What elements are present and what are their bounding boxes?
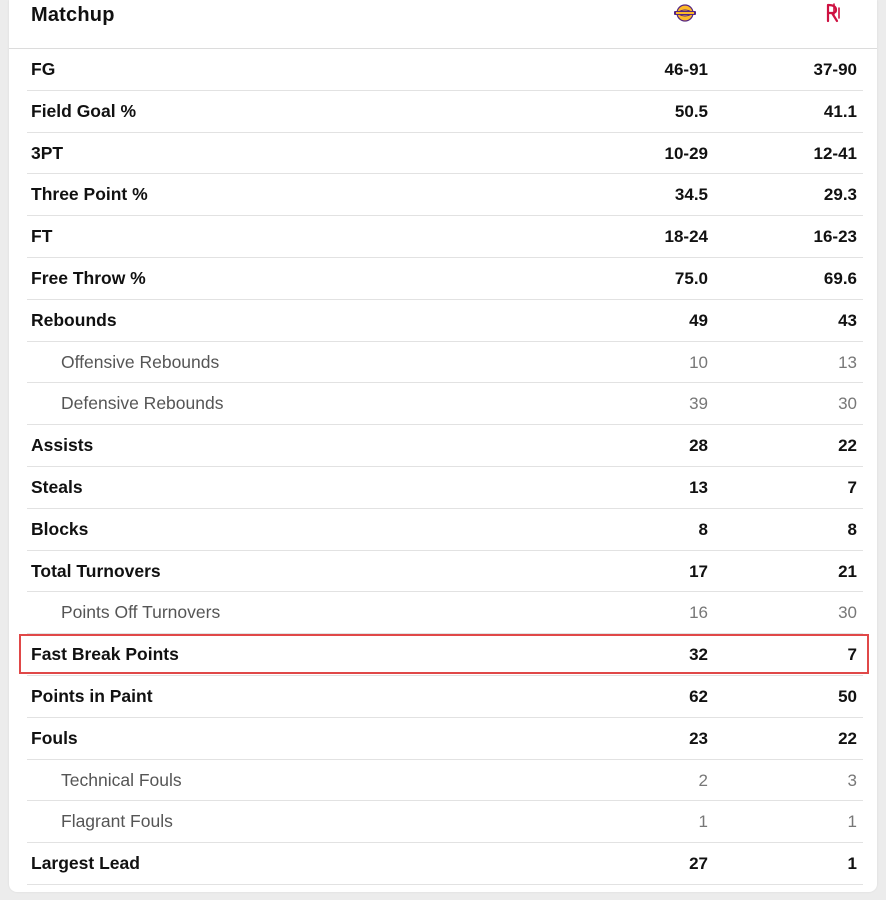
stat-row [27, 467, 863, 509]
stat-label: Field Goal % [31, 100, 137, 121]
stat-label: Steals [31, 476, 83, 497]
away-value: 21 [838, 561, 857, 581]
home-value: 50.5 [674, 101, 708, 121]
home-value: 10 [689, 352, 708, 372]
stat-label: Technical Fouls [61, 769, 182, 790]
home-value: 23 [689, 728, 708, 748]
stat-row [27, 843, 863, 885]
stat-row [27, 425, 863, 467]
home-value: 2 [698, 770, 708, 790]
away-value: 7 [847, 477, 857, 497]
home-value: 1 [698, 812, 708, 832]
away-value: 3 [847, 770, 857, 790]
stat-row [27, 258, 863, 300]
home-value: 75.0 [674, 268, 708, 288]
stat-label: Fouls [31, 727, 78, 748]
stat-label: 3PT [31, 142, 64, 163]
stat-label: Offensive Rebounds [61, 351, 220, 372]
stat-label: Rebounds [31, 309, 117, 330]
stat-row [27, 91, 863, 133]
stat-row [27, 718, 863, 760]
stat-row [27, 676, 863, 718]
away-value: 43 [838, 310, 857, 330]
stat-label: FG [31, 59, 56, 79]
home-value: 62 [689, 686, 708, 706]
away-value: 12-41 [813, 143, 857, 163]
stat-row [27, 801, 863, 843]
stat-label: Three Point % [31, 184, 148, 205]
home-value: 28 [689, 436, 708, 456]
stat-label: Defensive Rebounds [61, 393, 224, 414]
away-value: 8 [847, 519, 857, 539]
away-value: 29.3 [823, 185, 857, 205]
stat-row [27, 551, 863, 593]
home-value: 10-29 [664, 143, 708, 163]
away-value: 41.1 [823, 101, 857, 121]
rockets-logo-icon [820, 2, 846, 24]
stat-row [27, 49, 863, 91]
home-value: 13 [689, 477, 708, 497]
stat-row [27, 383, 863, 425]
away-value: 1 [847, 812, 857, 832]
stat-row [27, 509, 863, 551]
stat-row [27, 174, 863, 216]
home-value: 49 [689, 310, 708, 330]
home-value: 46-91 [664, 60, 708, 79]
home-value: 16 [689, 603, 708, 623]
stat-row [27, 133, 863, 175]
home-value: 8 [698, 519, 708, 539]
away-value: 16-23 [813, 227, 857, 247]
away-value: 50 [838, 686, 857, 706]
home-value: 34.5 [674, 185, 708, 205]
home-value: 18-24 [664, 227, 708, 247]
home-value: 32 [689, 645, 708, 665]
matchup-header [9, 0, 877, 49]
home-value: 17 [689, 561, 708, 581]
away-value: 22 [838, 436, 857, 456]
stats-table [27, 49, 863, 885]
stat-label: Free Throw % [31, 267, 146, 288]
away-value: 22 [838, 728, 857, 748]
stat-row [27, 760, 863, 802]
matchup-title: Matchup [31, 4, 115, 26]
stat-label: Points Off Turnovers [61, 602, 221, 623]
home-value: 27 [689, 854, 708, 874]
stat-row [27, 300, 863, 342]
away-value: 13 [838, 352, 857, 372]
away-value: 7 [847, 645, 857, 665]
stat-label: Blocks [31, 518, 89, 539]
stat-row-highlighted [27, 634, 863, 676]
stat-label: Total Turnovers [31, 560, 161, 581]
away-value: 30 [838, 603, 857, 623]
stat-label: Flagrant Fouls [61, 811, 173, 832]
stat-label: FT [31, 226, 53, 247]
home-value: 39 [689, 394, 708, 414]
stat-label: Assists [31, 435, 94, 456]
stat-label: Fast Break Points [31, 644, 179, 665]
away-value: 1 [847, 854, 857, 874]
matchup-card [9, 0, 877, 892]
stat-label: Largest Lead [31, 853, 140, 874]
lakers-logo-icon [672, 2, 698, 24]
stat-row [27, 216, 863, 258]
stat-row [27, 342, 863, 384]
away-value: 69.6 [823, 268, 857, 288]
stat-label: Points in Paint [31, 685, 153, 706]
away-value: 37-90 [813, 60, 857, 79]
stat-row [27, 592, 863, 634]
away-value: 30 [838, 394, 857, 414]
